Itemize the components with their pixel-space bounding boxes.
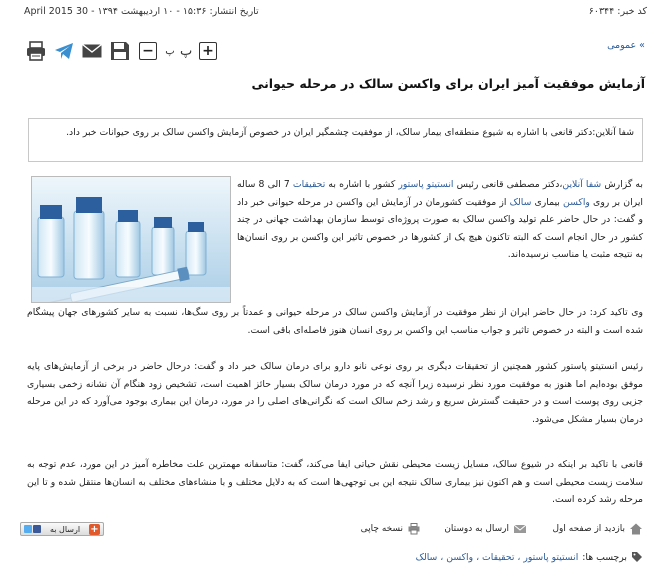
pasteur-link[interactable]: انستیتو پاستور [398, 179, 454, 190]
p1-text-4: 7 الی 8 ساله ایران بر روی [237, 179, 643, 208]
meta-row [24, 6, 647, 22]
print-icon [25, 40, 47, 62]
article-photo [31, 176, 231, 303]
paragraph-4: قانعی با تاکید بر اینکه در شیوع سالک، مسایل زیست محیطی نقش حیاتی ایفا می‌کند، گفت: متاسفانه مهمترین علت مخاطره آمیز در این مورد، عدم توجه به سلامت زیست محیطی است و هم اکنون نیز بیماری سالک نتیجه این بی توجهی‌ها است که به دلایل مختلف و با منشاءهای مختلف به انسان‌ها منتقل شده و تا این مرحله رشد کرده است. [27, 459, 643, 506]
article-actions [20, 520, 643, 540]
twitter-icon [24, 525, 32, 533]
font-increase-button[interactable] [196, 39, 220, 63]
home-action[interactable] [553, 522, 643, 536]
facebook-icon [33, 525, 41, 533]
paragraph-2: وی تاکید کرد: در حال حاضر ایران از نظر موفقیت در آزمایش واکسن سالک در مرحله حیوانی و عمدتاً بر روی سگ‌ها، نسبت به سایر کشورهای جهان پیشگام شده است و البته در خصوص تاثیر و جواب مناسب این واکسن بر روی انسان هنوز فاصله‌ای باقی است. [27, 307, 643, 336]
font-decrease-label: − [139, 42, 157, 60]
share-button[interactable] [20, 522, 104, 536]
envelope-icon [513, 522, 527, 536]
send-friend-action[interactable] [444, 522, 527, 536]
source-link[interactable]: شفا آنلاین [562, 179, 602, 190]
home-icon [629, 522, 643, 536]
social-icons [24, 525, 41, 533]
p1-text-6: از موفقیت کشورمان در آزمایش این واکسن در مرحله حیوانی خبر داد و گفت: در حال حاضر علم تولید واکسن سالک به صورت پروژه‌ای توسط سازمان بهداشت جهانی در چند کشور در حال انجام است که البته تاکنون هیچ یک از کشورها در خصوص تاثیر این واکسن بر روی انسان‌ها به نتیجه مثبت یا مناسب نرسیده‌اند. [237, 196, 643, 261]
p1-text-2: ،دکتر مصطفی قانعی رئیس [453, 179, 563, 190]
leishmaniasis-link[interactable]: سالک [509, 196, 532, 208]
print-version-action[interactable] [361, 522, 421, 536]
p1-text-3: کشور با اشاره به [325, 179, 399, 190]
paragraph-1 [237, 176, 643, 264]
font-big-letter: پ [180, 43, 193, 59]
p1-text-1: به گزارش [601, 179, 643, 190]
font-small-letter: پ [165, 45, 175, 57]
printer-icon [407, 522, 421, 536]
tags-label: برچسب ها: [582, 551, 627, 563]
tags-list[interactable]: انستیتو پاستور ، تحقیقات ، واکسن ، سالک [415, 551, 579, 563]
font-increase-label: + [199, 42, 217, 60]
share-plus-icon: + [90, 523, 99, 535]
send-friend-label: ارسال به دوستان [444, 524, 509, 534]
breadcrumb[interactable]: » عمومی [607, 40, 645, 51]
article-title: آزمایش موفقیت آمیز ایران برای واکسن سالک در مرحله حیوانی [251, 76, 645, 91]
tag-icon [631, 551, 643, 563]
news-id: کد خبر: ۶۰۳۴۴ [588, 6, 647, 17]
save-button[interactable] [108, 39, 132, 63]
vaccine-link[interactable]: واکسن [563, 196, 590, 208]
share-label: ارسال به [49, 524, 81, 534]
print-version-label: نسخه چاپی [360, 524, 403, 534]
save-icon [109, 40, 131, 62]
telegram-icon [53, 40, 75, 62]
tags-row [416, 551, 643, 563]
p1-text-5: بیماری [531, 196, 564, 208]
paragraph-3: رئیس انستیتو پاستور کشور همچنین از تحقیقات دیگری بر روی نوعی نانو دارو برای درمان سالک خبر داد و گفت: درحال حاضر در برخی از آزمایش‌های پایه موفق بوده‌ایم اما هنوز به موفقیت مورد نظر نرسیده زیرا آنچه که در مورد درمان سالک بسیار حائز اهمیت است، تشخیص زود هنگام آن نشانه زخمی بسیاری جزیی روی پوست است و در حقیقت گسترش سریع و رشد زخم سالک است که نگرانی‌های اصلی را در مورد، درمان این بیماری بوجود می‌آورد که در این مرحله درمان بسیار مشکل می‌شود. [27, 361, 643, 425]
font-decrease-button[interactable] [136, 39, 160, 63]
vaccine-vials-image [31, 177, 230, 303]
article-lead: شفا آنلاین:دکتر قانعی با اشاره به شیوع منطقه‌ای بیمار سالک، از موفقیت چشمگیر ایران در خصوص آزمایش واکسن سالک بر روی حیوانات خبر داد. [28, 118, 643, 162]
research-link[interactable]: تحقیقات [292, 179, 326, 190]
print-button[interactable] [24, 39, 48, 63]
email-icon [81, 40, 103, 62]
article-toolbar [24, 38, 220, 64]
publish-date: تاریخ انتشار: ۱۵:۳۶ - ۱۰ اردیبهشت ۱۳۹۴ - 30 April 2015 [24, 6, 259, 17]
home-action-label: بازدید از صفحه اول [552, 524, 625, 534]
telegram-button[interactable] [52, 39, 76, 63]
email-button[interactable] [80, 39, 104, 63]
